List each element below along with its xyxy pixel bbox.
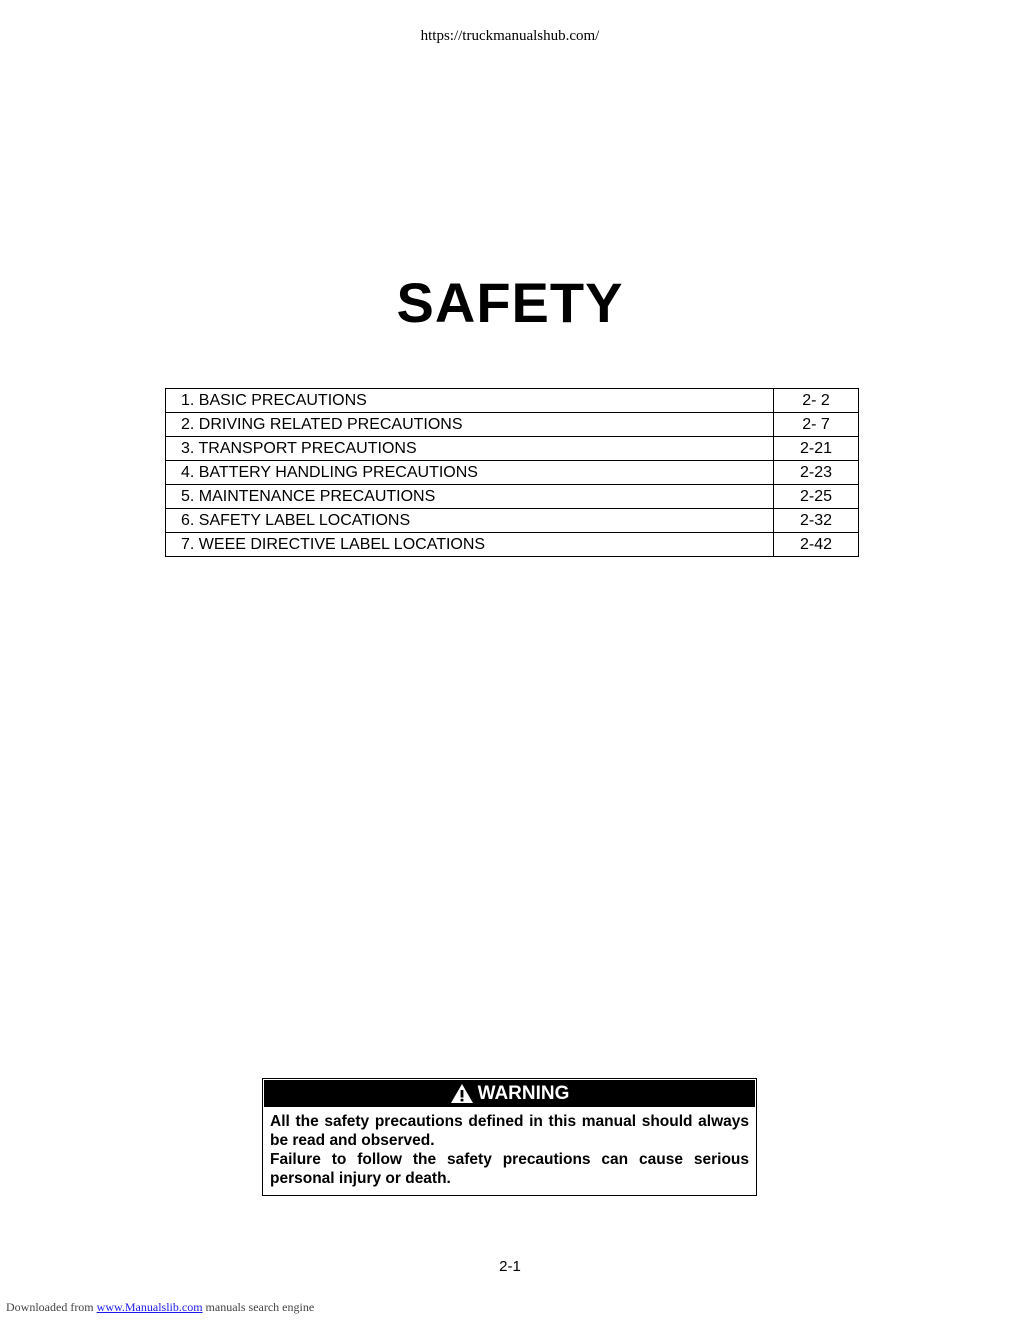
toc-entry-label: 4. BATTERY HANDLING PRECAUTIONS <box>166 461 774 485</box>
toc-entry-label: 3. TRANSPORT PRECAUTIONS <box>166 437 774 461</box>
source-url: https://truckmanualshub.com/ <box>420 28 600 44</box>
warning-text-line1: All the safety precautions defined in this manual should always be read and observed. <box>270 1113 749 1149</box>
toc-entry-page: 2-32 <box>774 509 859 533</box>
footer <box>6 1300 314 1315</box>
warning-triangle-icon <box>450 1083 474 1104</box>
toc-entry-page: 2-23 <box>774 461 859 485</box>
toc-row <box>166 485 859 509</box>
toc-entry-page: 2- 2 <box>774 389 859 413</box>
toc-row <box>166 437 859 461</box>
toc-row <box>166 461 859 485</box>
table-of-contents <box>165 388 859 557</box>
page-number: 2-1 <box>499 1258 521 1275</box>
page-title: SAFETY <box>396 271 624 334</box>
footer-prefix: Downloaded from <box>6 1300 94 1314</box>
manualslib-link[interactable]: www.Manualslib.com <box>96 1300 203 1314</box>
toc-entry-page: 2- 7 <box>774 413 859 437</box>
warning-header <box>264 1080 755 1107</box>
warning-text-line2: Failure to follow the safety precautions can cause serious personal injury or death. <box>270 1151 749 1187</box>
toc-entry-label: 5. MAINTENANCE PRECAUTIONS <box>166 485 774 509</box>
toc-entry-label: 2. DRIVING RELATED PRECAUTIONS <box>166 413 774 437</box>
toc-entry-label: 1. BASIC PRECAUTIONS <box>166 389 774 413</box>
footer-suffix: manuals search engine <box>205 1300 315 1314</box>
warning-heading: WARNING <box>477 1083 570 1104</box>
warning-body <box>263 1107 756 1195</box>
toc-entry-page: 2-21 <box>774 437 859 461</box>
toc-entry-page: 2-42 <box>774 533 859 557</box>
toc-entry-label: 6. SAFETY LABEL LOCATIONS <box>166 509 774 533</box>
toc-entry-label: 7. WEEE DIRECTIVE LABEL LOCATIONS <box>166 533 774 557</box>
toc-row <box>166 389 859 413</box>
toc-row <box>166 413 859 437</box>
toc-row <box>166 533 859 557</box>
toc-entry-page: 2-25 <box>774 485 859 509</box>
warning-box <box>262 1078 757 1196</box>
toc-row <box>166 509 859 533</box>
